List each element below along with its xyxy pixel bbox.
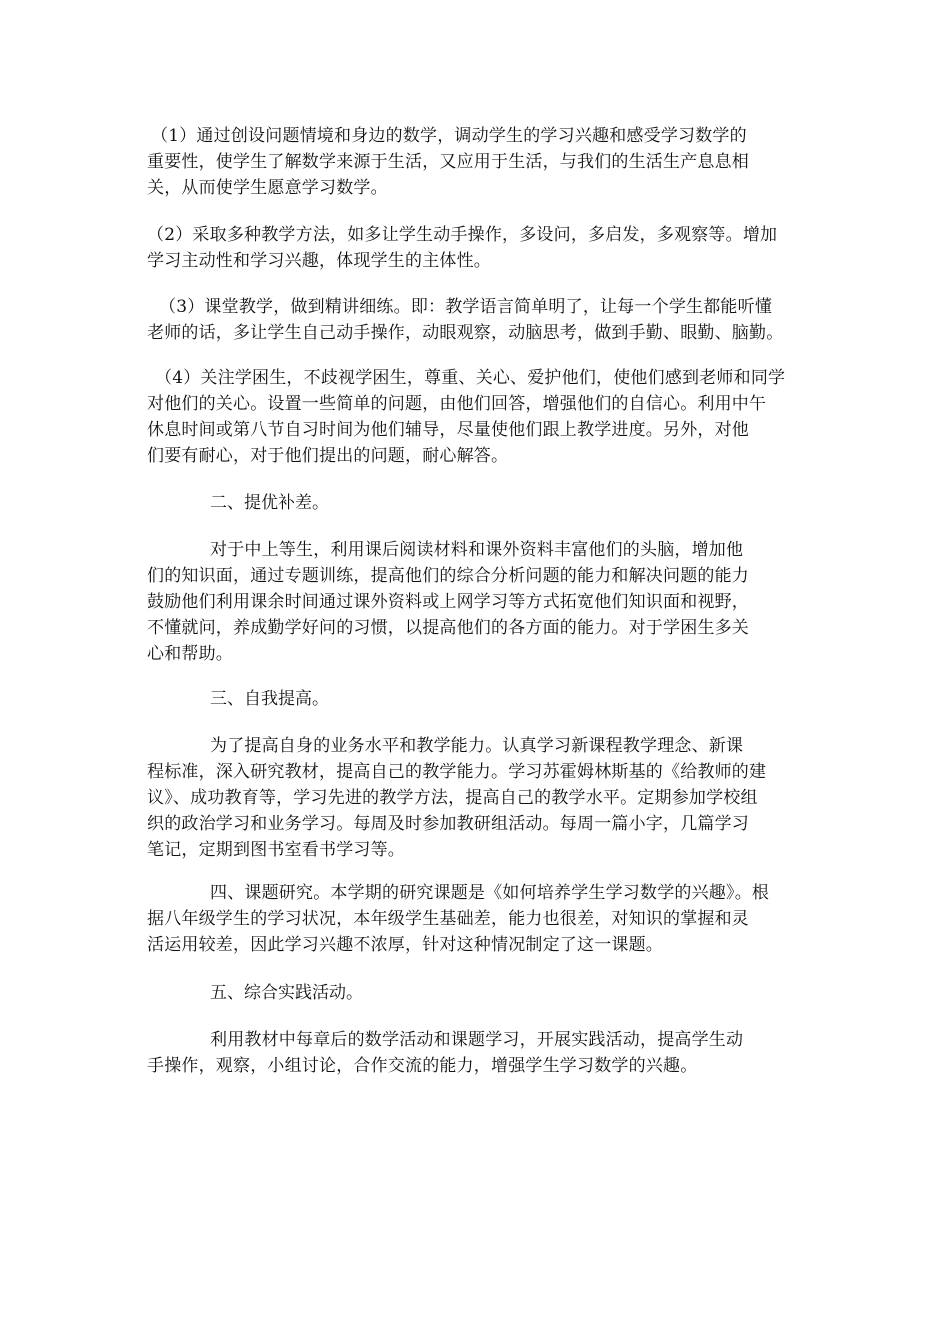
section-heading: 五、综合实践活动。: [210, 983, 363, 1003]
paragraph-section-5: [147, 1027, 807, 1079]
text-line: 重要性，使学生了解数学来源于生活，又应用于生活，与我们的生活生产息息相: [147, 152, 749, 172]
paragraph-section-2: [147, 537, 807, 667]
text-line: 据八年级学生的学习状况，本年级学生基础差，能力也很差，对知识的掌握和灵: [147, 909, 749, 929]
paragraph-1: [147, 123, 807, 201]
paragraph-section-3: [147, 733, 807, 863]
text-line: 们要有耐心，对于他们提出的问题，耐心解答。: [147, 446, 509, 466]
text-line: （2）采取多种教学方法，如多让学生动手操作，多设问，多启发，多观察等。增加: [147, 225, 778, 245]
paragraph-2: [147, 222, 807, 274]
text-line: 鼓励他们利用课余时间通过课外资料或上网学习等方式拓宽他们知识面和视野，: [147, 592, 749, 612]
text-line: 活运用较差，因此学习兴趣不浓厚，针对这种情况制定了这一课题。: [147, 935, 663, 955]
text-line: 休息时间或第八节自习时间为他们辅导，尽量使他们跟上教学进度。另外，对他: [147, 420, 749, 440]
section-heading: 二、提优补差。: [210, 493, 329, 513]
text-line: 利用教材中每章后的数学活动和课题学习，开展实践活动，提高学生动: [210, 1030, 744, 1050]
text-line: （4）关注学困生，不歧视学困生，尊重、关心、爱护他们，使他们感到老师和同学: [155, 368, 786, 388]
text-line: 程标准，深入研究教材，提高自己的教学能力。学习苏霍姆林斯基的《给教师的建: [147, 762, 767, 782]
paragraph-section-4: [147, 880, 807, 958]
text-line: （3）课堂教学，做到精讲细练。即：教学语言简单明了，让每一个学生都能听懂: [159, 297, 773, 317]
text-line: 织的政治学习和业务学习。每周及时参加教研组活动。每周一篇小字，几篇学习: [147, 814, 749, 834]
text-line: 老师的话，多让学生自己动手操作，动眼观察，动脑思考，做到手勤、眼勤、脑勤。: [147, 323, 784, 343]
text-line: 为了提高自身的业务水平和教学能力。认真学习新课程教学理念、新课: [210, 736, 744, 756]
text-line: 对于中上等生，利用课后阅读材料和课外资料丰富他们的头脑，增加他: [210, 540, 744, 560]
text-line: 关，从而使学生愿意学习数学。: [147, 178, 388, 198]
paragraph-4: [147, 365, 807, 469]
text-line: 们的知识面，通过专题训练，提高他们的综合分析问题的能力和解决问题的能力: [147, 566, 749, 586]
paragraph-3: [147, 294, 807, 346]
text-line: （1）通过创设问题情境和身边的数学，调动学生的学习兴趣和感受学习数学的: [151, 126, 747, 146]
text-line: 对他们的关心。设置一些简单的问题，由他们回答，增强他们的自信心。利用中午: [147, 394, 767, 414]
text-line: 不懂就问，养成勤学好问的习惯，以提高他们的各方面的能力。对于学困生多关: [147, 618, 749, 638]
text-line: 笔记，定期到图书室看书学习等。: [147, 840, 405, 860]
section-heading: 三、自我提高。: [210, 689, 329, 709]
text-line: 四、课题研究。本学期的研究课题是《如何培养学生学习数学的兴趣》。根: [210, 883, 770, 903]
text-line: 议》、成功教育等，学习先进的教学方法，提高自己的教学水平。定期参加学校组: [147, 788, 758, 808]
text-line: 手操作，观察，小组讨论，合作交流的能力，增强学生学习数学的兴趣。: [147, 1056, 698, 1076]
text-line: 学习主动性和学习兴趣，体现学生的主体性。: [147, 251, 491, 271]
text-line: 心和帮助。: [147, 644, 233, 664]
